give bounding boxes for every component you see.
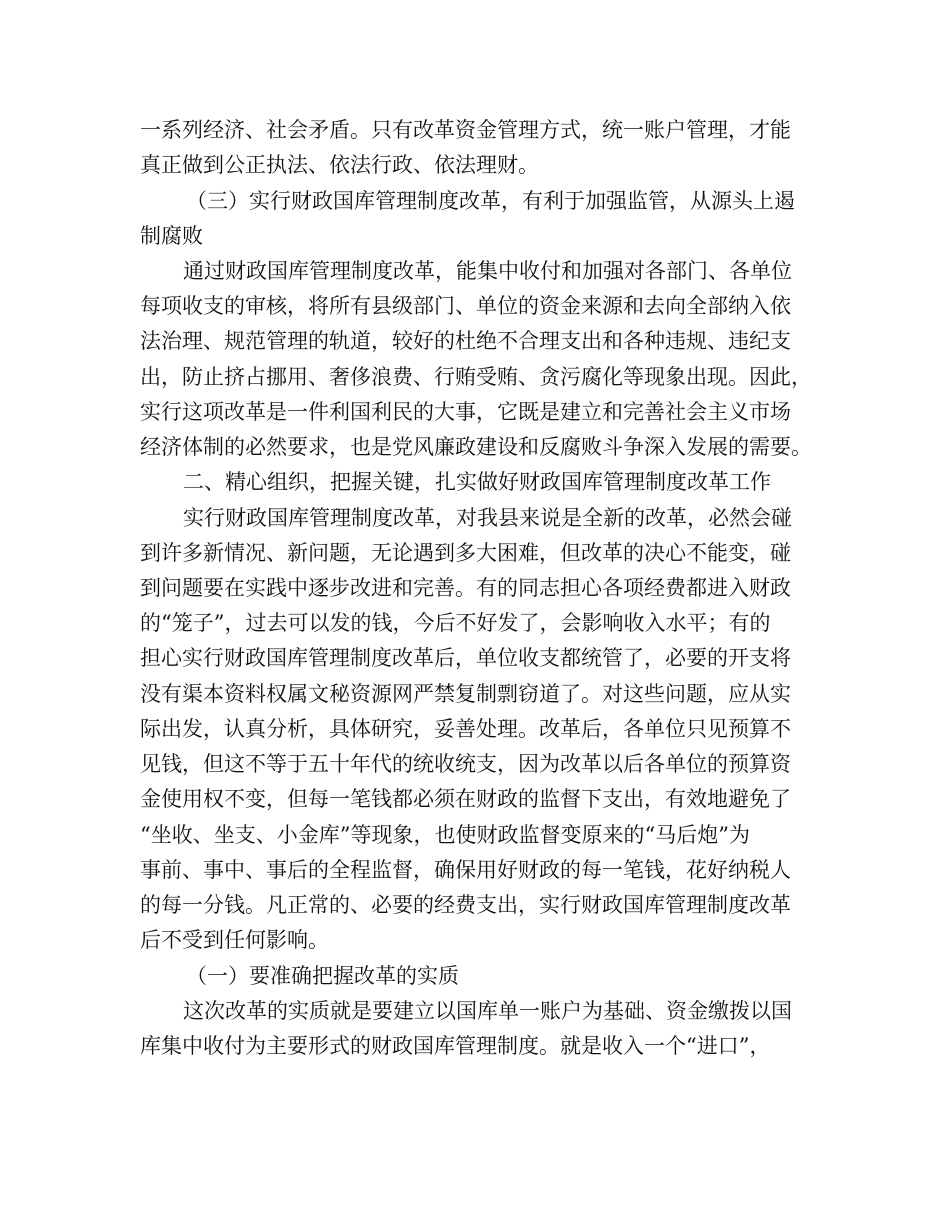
section-heading: 二、精心组织，把握关键，扎实做好财政国库管理制度改革工作 (183, 470, 771, 494)
text-line: 到问题要在实践中逐步改进和完善。有的同志担心各项经费都进入财政 (140, 576, 791, 600)
paragraph-start: 这次改革的实质就是要建立以国库单一账户为基础、资金缴拨以国 (183, 999, 792, 1023)
text-line: 实行这项改革是一件利国利民的大事，它既是建立和完善社会主义市场 (140, 400, 791, 424)
text-line: 后不受到任何影响。 (140, 928, 329, 952)
text-line: 的“笼子”，过去可以发的钱，今后不好发了，会影响收入水平；有的 (140, 611, 771, 635)
text-line: 金使用权不变，但每一笔钱都必须在财政的监督下支出，有效地避免了 (140, 787, 791, 811)
text-line: “坐收、坐支、小金库”等现象，也使财政监督变原来的“马后炮”为 (140, 823, 750, 847)
text-line: 到许多新情况、新问题，无论遇到多大困难，但改革的决心不能变，碰 (140, 541, 791, 565)
text-line: 每项收支的审核，将所有县级部门、单位的资金来源和去向全部纳入依 (140, 294, 791, 318)
text-line: 际出发，认真分析，具体研究，妥善处理。改革后，各单位只见预算不 (140, 717, 791, 741)
paragraph-start: 通过财政国库管理制度改革，能集中收付和加强对各部门、各单位 (183, 259, 792, 283)
section-heading-continued: 制腐败 (140, 224, 203, 248)
section-heading: （三）实行财政国库管理制度改革，有利于加强监管，从源头上遏 (186, 189, 795, 213)
text-line: 担心实行财政国库管理制度改革后，单位收支都统管了，必要的开支将 (140, 646, 791, 670)
text-line: 见钱，但这不等于五十年代的统收统支，因为改革以后各单位的预算资 (140, 752, 791, 776)
text-line: 出，防止挤占挪用、奢侈浪费、行贿受贿、贪污腐化等现象出现。因此， (140, 365, 812, 389)
text-line: 没有渠本资料权属文秘资源网严禁复制剽窃道了。对这些问题，应从实 (140, 682, 791, 706)
text-line: 事前、事中、事后的全程监督，确保用好财政的每一笔钱，花好纳税人 (140, 858, 791, 882)
text-line: 的每一分钱。凡正常的、必要的经费支出，实行财政国库管理制度改革 (140, 893, 791, 917)
text-line: 库集中收付为主要形式的财政国库管理制度。就是收入一个“进口”， (140, 1034, 771, 1058)
text-line: 一系列经济、社会矛盾。只有改革资金管理方式，统一账户管理，才能 (140, 118, 791, 142)
text-line: 真正做到公正执法、依法行政、依法理财。 (140, 153, 539, 177)
section-heading: （一）要准确把握改革的实质 (186, 964, 459, 988)
paragraph-start: 实行财政国库管理制度改革，对我县来说是全新的改革，必然会碰 (183, 506, 792, 530)
text-line: 经济体制的必然要求，也是党风廉政建设和反腐败斗争深入发展的需要。 (140, 435, 812, 459)
text-line: 法治理、规范管理的轨道，较好的杜绝不合理支出和各种违规、违纪支 (140, 329, 791, 353)
